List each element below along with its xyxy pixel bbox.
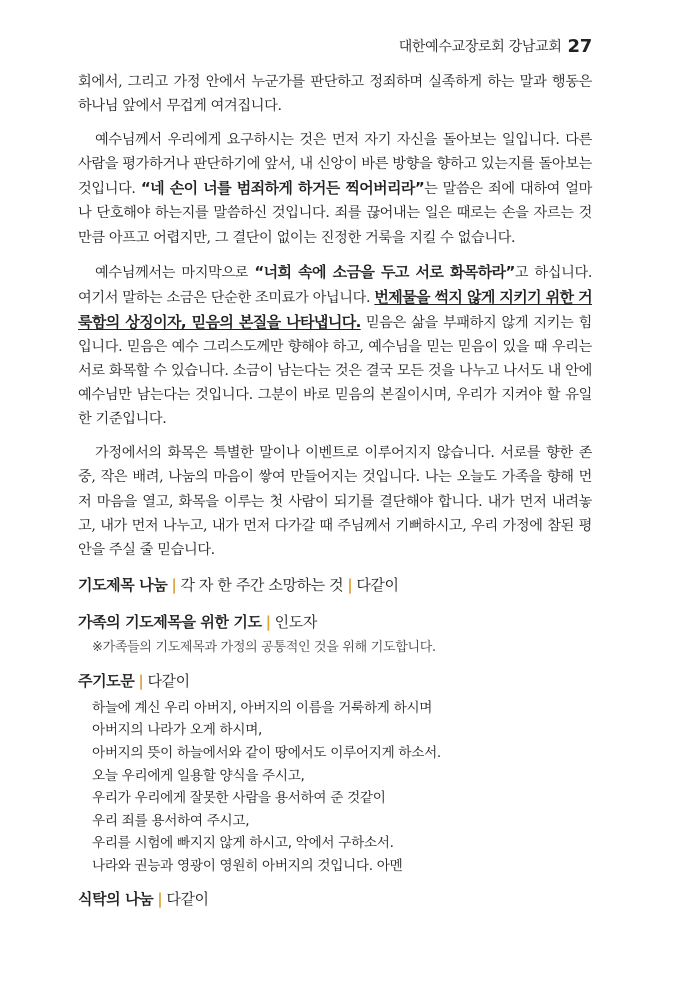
section-title: 기도제목 나눔 — [78, 575, 168, 594]
separator: | — [138, 671, 144, 690]
separator: | — [157, 889, 163, 908]
family-prayer-note: ※가족들의 기도제목과 가정의 공통적인 것을 위해 기도합니다. — [92, 639, 436, 655]
prayer-line: 우리를 시험에 빠지지 않게 하시고, 악에서 구하소서. — [92, 835, 394, 852]
paragraph-text: 예수님께서는 마지막으로 — [95, 264, 255, 281]
section-who: 다같이 — [356, 575, 399, 594]
emphasis-text: 번제물을 썩지 않게 지키기 위한 거룩함의 상징이자, 믿음의 본질을 나타냅니다. — [78, 287, 592, 331]
paragraph-text: 믿음은 삶을 부패하지 않게 지키는 힘입니다. 믿음은 예수 그리스도께만 향해야 하고, 예수님을 믿는 믿음이 있을 때 우리는 서로 화목할 수 있습니다. 소금이 남는다는 것은 결국 모든 것을 나누고 나서도 내 안에 예수님만 남는다는 것입니다. 그분이 바로 믿음의 본질이시며, 우리가 지켜야 할 유일한 기준입니다. — [78, 314, 592, 428]
section-title: 식탁의 나눔 — [78, 889, 154, 908]
prayer-line: 아버지의 뜻이 하늘에서와 같이 땅에서도 이루어지게 하소서. — [92, 744, 441, 761]
section-lords-prayer — [78, 670, 592, 691]
paragraph-text: 가정에서의 화목은 특별한 말이나 이벤트로 이루어지지 않습니다. 서로를 향한 존중, 작은 배려, 나눔의 마음이 쌓여 만들어지는 것입니다. 나는 오늘도 가족을 향해 먼저 마음을 열고, 화목을 이루는 첫 사람이 되기를 결단해야 합니다. 내가 먼저 내려놓고, 내가 먼저 나누고, 내가 먼저 다가갈 때 주님께서 기뻐하시고, 우리 가정에 참된 평안을 주실 줄 믿습니다. — [78, 445, 592, 558]
paragraph-text: 회에서, 그리고 가정 안에서 누군가를 판단하고 정죄하며 실족하게 하는 말과 행동은 하나님 앞에서 무겁게 여겨집니다. — [78, 74, 592, 115]
section-who: 다같이 — [147, 671, 190, 690]
page-number: 27 — [567, 36, 592, 57]
prayer-line: 오늘 우리에게 일용할 양식을 주시고, — [92, 767, 305, 784]
prayer-line: 하늘에 계신 우리 아버지, 아버지의 이름을 거룩하게 하시며 — [92, 699, 433, 716]
scripture-quote: “네 손이 너를 범죄하게 하거든 찍어버리라” — [140, 179, 425, 198]
separator: | — [265, 612, 271, 631]
section-family-prayer — [78, 611, 592, 632]
section-who: 인도자 — [274, 612, 317, 631]
section-prayer-share — [78, 574, 592, 595]
paragraph-3 — [78, 260, 592, 432]
prayer-line: 나라와 권능과 영광이 영원히 아버지의 것입니다. 아멘 — [92, 857, 403, 874]
section-title: 주기도문 — [78, 671, 135, 690]
scripture-quote: “너희 속에 소금을 두고 서로 화목하라” — [254, 262, 515, 281]
paragraph-2 — [78, 128, 592, 249]
prayer-line: 아버지의 나라가 오게 하시며, — [92, 722, 263, 739]
prayer-line: 우리가 우리에게 잘못한 사람을 용서하여 준 것같이 — [92, 790, 386, 807]
church-name: 대한예수교장로회 강남교회 — [398, 39, 562, 55]
page-content — [78, 70, 592, 909]
separator: | — [171, 575, 177, 594]
separator: | — [347, 575, 353, 594]
lords-prayer-text — [92, 697, 592, 878]
section-title: 가족의 기도제목을 위한 기도 — [78, 612, 262, 631]
page-header — [399, 36, 592, 57]
paragraph-text: 는 말씀은 죄에 대하여 얼마나 단호해야 하는지를 말씀하신 것입니다. 죄를 끊어내는 일은 때로는 손을 자르는 것만큼 아프고 어렵지만, 그 결단이 없이는 진정한 거룩을 지킬 수 없습니다. — [78, 181, 592, 246]
prayer-line: 우리 죄를 용서하여 주시고, — [92, 812, 250, 829]
section-desc: 각 자 한 주간 소망하는 것 — [180, 575, 344, 594]
section-who: 다같이 — [166, 889, 209, 908]
paragraph-1 — [78, 70, 592, 118]
section-table-share — [78, 888, 592, 909]
paragraph-text: 예수님께서 우리에게 요구하시는 것은 먼저 자기 자신을 돌아보는 일입니다. 다른 사람을 평가하거나 판단하기에 앞서, 내 신앙이 바른 방향을 향하고 있는지를 돌아보는 것입니다. — [78, 132, 592, 198]
paragraph-text: 고 하십니다. 여기서 말하는 소금은 단순한 조미료가 아닙니다. — [78, 264, 592, 306]
paragraph-4 — [78, 441, 592, 561]
